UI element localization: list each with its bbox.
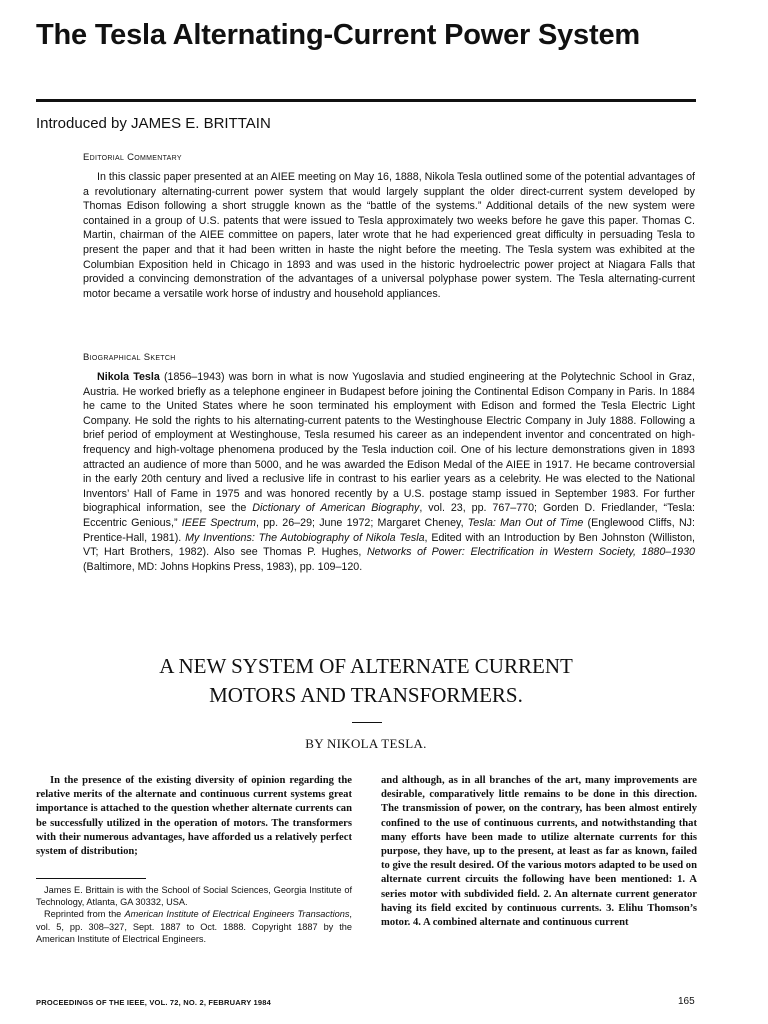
biography-text-4: (Englewood Cliffs, NJ: Prentice-Hall, 1981).	[83, 516, 695, 544]
footnote-affiliation: James E. Brittain is with the School of Social Sciences, Georgia Institute of Technology, Atlanta, GA 30332, USA.	[36, 885, 352, 908]
title-rule	[36, 99, 696, 102]
biography-text-6: (Baltimore, MD: Johns Hopkins Press, 1983), pp. 109–120.	[83, 560, 363, 573]
title-divider	[352, 722, 382, 723]
footnote-reprint	[36, 908, 352, 945]
biography-text-3: , pp. 26–29; June 1972; Margaret Cheney,	[256, 516, 468, 529]
page-title: The Tesla Alternating-Current Power System	[36, 19, 640, 51]
paper-left-column: In the presence of the existing diversity of opinion regarding the relative merits of the alternate and continuous current systems great importance is attached to the question whether alternate currents can be successfully utilized in the operation of motors. The transformers with their numerous advantages, have afforded us a relatively perfect system of distribution;	[36, 775, 352, 858]
editorial-text: In this classic paper presented at an AIEE meeting on May 16, 1888, Nikola Tesla outlined some of the potential advantages of a revolutionary alternating-current power system that would largely supplant the older direct-current system developed by Thomas Edison following a short struggle known as the “battle of the systems.” Additional details of the new system were contained in a group of U.S. patents that were issued to Tesla approximately two weeks before he gave this paper. Thomas C. Martin, chairman of the AIEE committee on papers, later wrote that he had experienced great difficulty in persuading Tesla to present the paper and that it had been written in haste the night before the meeting. The Tesla system was exhibited at the Columbian Exposition held in Chicago in 1893 and was used in the historic hydroelectric power project at Niagara Falls that provided a convincing demonstration of the advantages of a universal polyphase power system. The Tesla alternating-current motor became a versatile work horse of industry and household appliances.	[83, 171, 695, 300]
biography-ref-3: Tesla: Man Out of Time	[467, 516, 584, 529]
footnote-reprint-a: Reprinted from the	[44, 909, 125, 920]
biography-name: Nikola Tesla	[97, 371, 160, 383]
biography-text	[83, 370, 695, 574]
paper-title-line-2: MOTORS AND TRANSFORMERS.	[209, 683, 523, 707]
biography-ref-1: Dictionary of American Biography	[252, 502, 420, 515]
biography-text-1: (1856–1943) was born in what is now Yugoslavia and studied engineering at the Polytechnic School in Graz, Austria. He worked briefly as a telephone engineer in Budapest before joining the Continental Edison Company in Paris. In 1884 he came to the United States where he soon terminated his employment with Edison and formed the Tesla Electric Light Company. He sold the rights to his alternating-current patents to the Westinghouse Electric Company in July 1888. Following a brief period of employment at Westinghouse, Tesla resumed his career as an independent inventor and concentrated on high-frequency and high-voltage phenomena produced by the Tesla induction coil. One of his lecture demonstrations given in 1893 attracted an audience of more than 5000, and he was awarded the Edison Medal of the AIEE in 1917. He became controversial in the early 20th century and lived a reclusive life in contrast to his earlier years as a celebrity. He was elected to the National Inventors’ Hall of Fame in 1975 and was honored recently by a U.S. postage stamp issued in September 1983. For further biographical information, see the	[83, 371, 695, 515]
journal-footer: PROCEEDINGS OF THE IEEE, VOL. 72, NO. 2, FEBRUARY 1984	[36, 998, 272, 1007]
paper-right-column: and although, as in all branches of the art, many improvements are desirable, comparatively little remains to be done in this direction. The transmission of power, on the contrary, has been almost entirely confined to the use of continuous currents, and notwithstanding that many efforts have been made to utilize alternate currents for this purpose, they have, up to the present, at least as far as known, failed to give the result desired. Of the various motors adapted to be used on alternate current circuits the following have been mentioned: 1. A series motor with subdivided field. 2. An alternate current generator having its field excited by continuous currents. 3. Elihu Thomson’s motor. 4. A combined alternate and continuous current	[381, 775, 697, 929]
footnote	[36, 884, 352, 945]
biography-text-2: , vol. 23, pp. 767–770; Gorden D. Friedlander, “Tesla: Eccentric Genious,”	[83, 502, 695, 529]
footnote-rule	[36, 878, 146, 879]
biography-heading: Biographical Sketch	[83, 352, 176, 363]
editorial-heading: Editorial Commentary	[83, 152, 182, 163]
page-number: 165	[678, 996, 695, 1007]
biography-ref-4: My Inventions: The Autobiography of Nikola Tesla	[185, 531, 425, 544]
footnote-reprint-b: , vol. 5, pp. 308–327, Sept. 1887 to Oct. 1888. Copyright 1887 by the American Institute of Electrical Engineers.	[36, 909, 352, 944]
introduced-by: Introduced by JAMES E. BRITTAIN	[36, 115, 271, 132]
biography-text-5: , Edited with an Introduction by Ben Johnston (Williston, VT; Hart Brothers, 1982). Also see Thomas P. Hughes,	[83, 531, 695, 559]
footnote-reprint-ref: American Institute of Electrical Engineers Transactions	[124, 909, 350, 920]
biography-ref-2: IEEE Spectrum	[181, 516, 257, 529]
paper-byline: BY NIKOLA TESLA.	[305, 736, 427, 751]
biography-ref-5: Networks of Power: Electrification in Western Society, 1880–1930	[366, 546, 695, 559]
paper-title-line-1: A NEW SYSTEM OF ALTERNATE CURRENT	[159, 654, 573, 678]
paper-title	[36, 652, 696, 710]
